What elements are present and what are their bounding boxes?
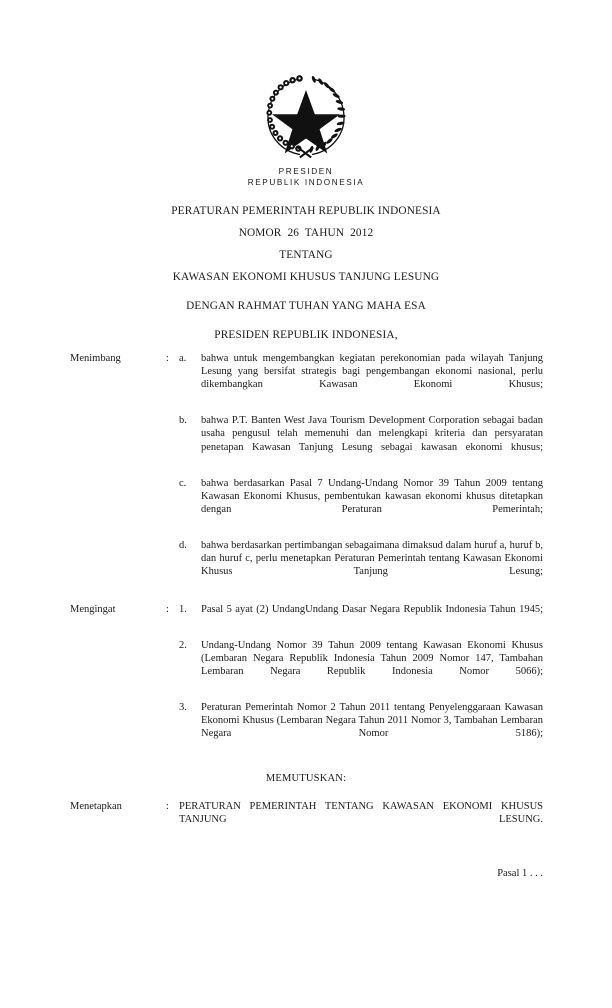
menetapkan-section (0, 800, 612, 839)
menimbang-colon: : (166, 353, 169, 364)
list-item (179, 603, 543, 629)
menimbang-label: Menimbang (70, 353, 121, 364)
regulation-number-line: NOMOR 26 TAHUN 2012 (238, 227, 374, 239)
list-marker: c. (179, 477, 187, 489)
emblem-caption-line-2: REPUBLIK INDONESIA (247, 177, 365, 187)
regulation-subject-line: KAWASAN EKONOMI KHUSUS TANJUNG LESUNG (172, 271, 440, 283)
emblem-caption (0, 167, 612, 188)
menimbang-items (179, 352, 543, 592)
list-item (179, 639, 543, 691)
list-marker: d. (179, 540, 187, 552)
list-item-text: Undang-Undang Nomor 39 Tahun 2009 tentang Kawasan Ekonomi Khusus (Lembaran Negara Republik Indonesia Tahun 2009 Nomor 147, Tambahan Lembaran Negara Republik Indonesia Nomor 5066); (201, 639, 543, 677)
regulation-type-line: PERATURAN PEMERINTAH REPUBLIK INDONESIA (171, 205, 441, 217)
list-item (179, 414, 543, 466)
list-item-text: bahwa berdasarkan pertimbangan sebagaimana dimaksud dalam huruf a, huruf b, dan huruf c, perlu menetapkan Peraturan Pemerintah tentang Kawasan Ekonomi Khusus Tanjung Lesung; (201, 540, 543, 578)
indonesia-national-emblem-star-wreath-icon (254, 66, 358, 162)
emblem-caption-line-1: PRESIDEN (278, 167, 334, 176)
list-marker: 2. (179, 639, 187, 651)
list-item (179, 352, 543, 404)
menetapkan-text: PERATURAN PEMERINTAH TENTANG KAWASAN EKONOMI KHUSUS TANJUNG LESUNG. (179, 800, 543, 825)
list-item (179, 539, 543, 591)
memutuskan-heading: MEMUTUSKAN: (265, 773, 347, 785)
invocation-line: DENGAN RAHMAT TUHAN YANG MAHA ESA (186, 300, 426, 312)
list-item (179, 477, 543, 529)
mengingat-section (0, 603, 612, 754)
list-marker: a. (179, 353, 187, 364)
menimbang-section (0, 352, 612, 592)
page-continuation-note: Pasal 1 . . . (497, 867, 543, 879)
mengingat-items (179, 603, 543, 754)
president-line: PRESIDEN REPUBLIK INDONESIA, (214, 329, 398, 341)
menetapkan-colon: : (166, 800, 169, 812)
list-item-text: Pasal 5 ayat (2) UndangUndang Dasar Negara Republik Indonesia Tahun 1945; (201, 603, 543, 615)
list-item-text: bahwa berdasarkan Pasal 7 Undang-Undang Nomor 39 Tahun 2009 tentang Kawasan Ekonomi Khusus, pembentukan kawasan ekonomi khusus ditetapkan dengan Peraturan Pemerintah; (201, 477, 543, 515)
mengingat-colon: : (166, 603, 169, 615)
mengingat-label: Mengingat (70, 603, 116, 615)
menetapkan-label: Menetapkan (70, 800, 122, 812)
tentang-line: TENTANG (279, 249, 333, 261)
list-marker: 1. (179, 603, 187, 615)
list-marker: b. (179, 415, 187, 427)
list-item-text: bahwa untuk mengembangkan kegiatan perekonomian pada wilayah Tanjung Lesung yang bersifat strategis bagi pengembangan ekonomi nasional, perlu dikembangkan Kawasan Ekonomi Khusus; (201, 353, 543, 391)
menetapkan-content (179, 800, 543, 839)
list-item (179, 701, 543, 753)
list-marker: 3. (179, 702, 187, 714)
document-title-block (0, 200, 612, 346)
emblem-block (0, 66, 612, 188)
list-item-text: bahwa P.T. Banten West Java Tourism Development Corporation sebagai badan usaha pengusul telah memenuhi dan melengkapi kriteria dan persyaratan penetapan Kawasan Tanjung Lesung sebagai kawasan ekonomi khusus; (201, 415, 543, 453)
list-item-text: Peraturan Pemerintah Nomor 2 Tahun 2011 tentang Penyelenggaraan Kawasan Ekonomi Khusus (Lembaran Negara Tahun 2011 Nomor 3, Tambahan Lembaran Negara Nomor 5186); (201, 702, 543, 740)
document-body (0, 352, 612, 880)
